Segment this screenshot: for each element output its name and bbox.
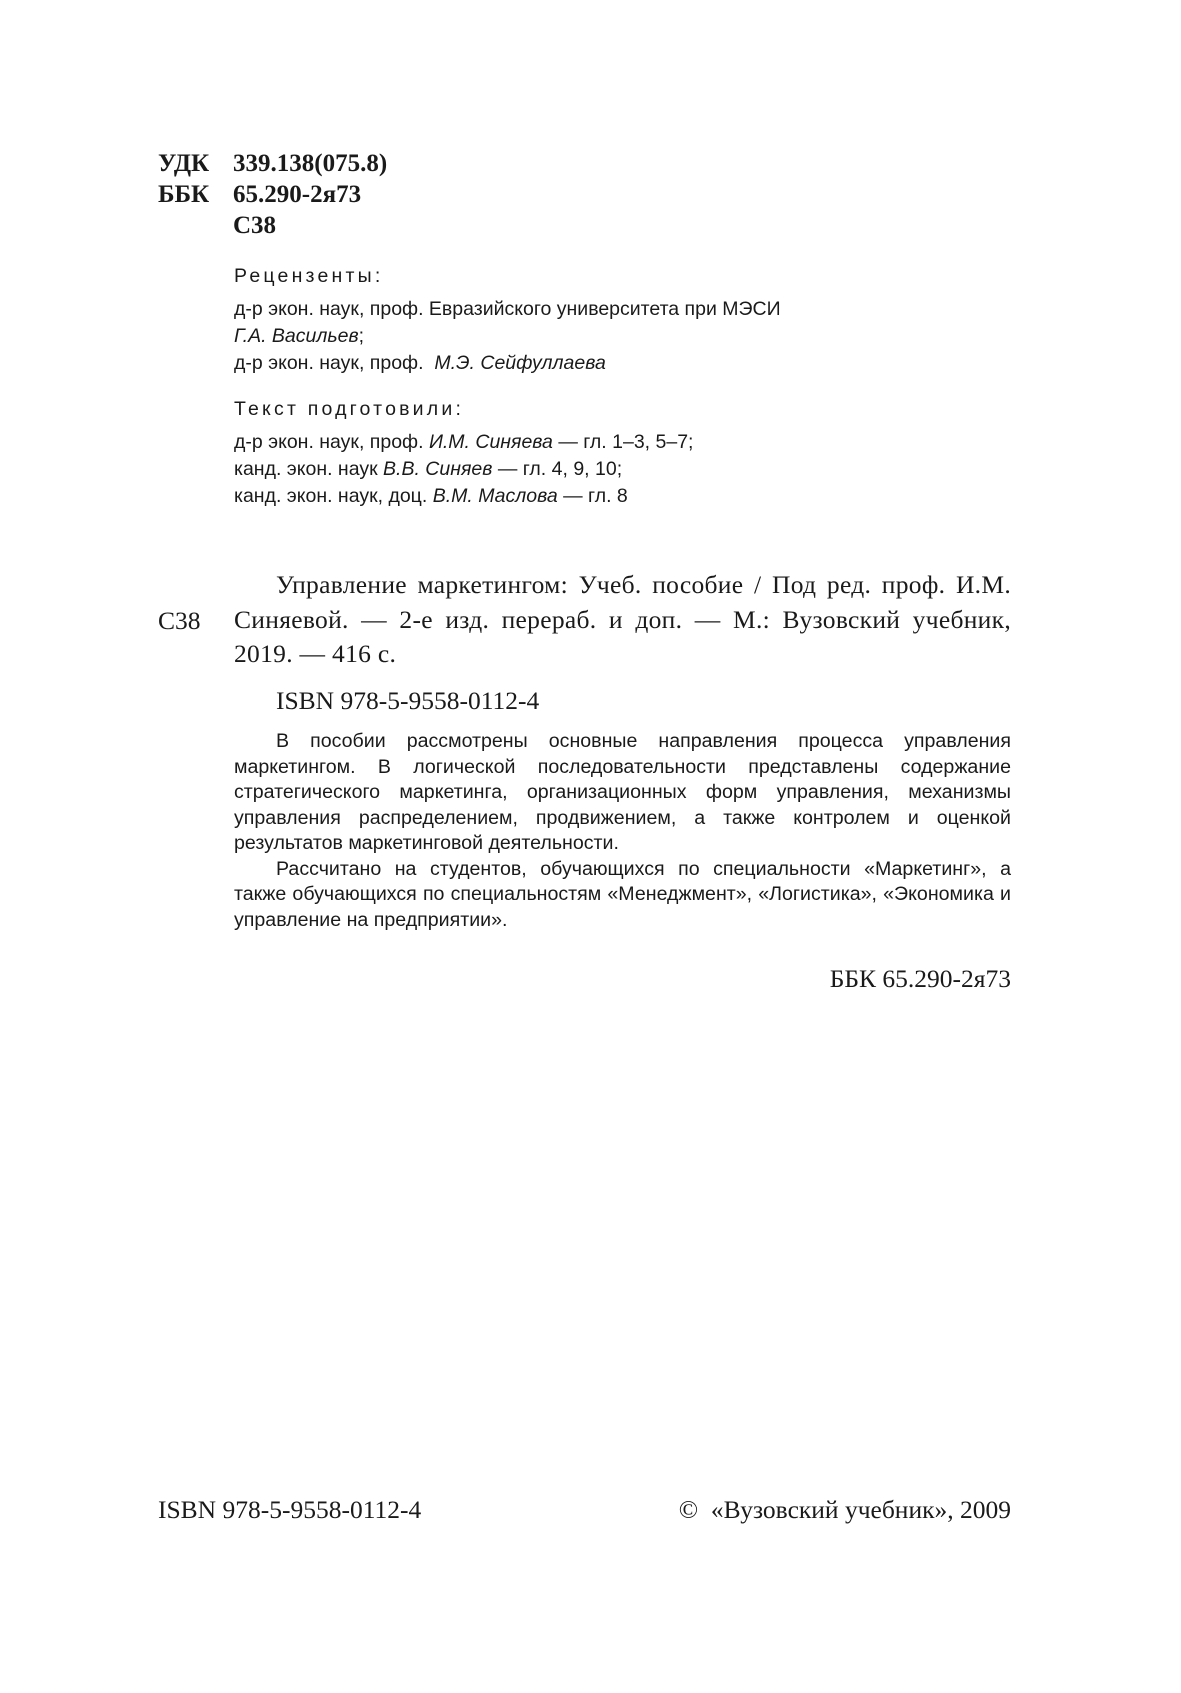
reviewer-title: д-р экон. наук, проф. Евразийского университета при МЭСИ bbox=[234, 298, 781, 320]
annotation-paragraph: В пособии рассмотрены основные направления процесса управления маркетингом. В логической последовательности представлены содержание стратегического маркетинга, организационных форм управления, механизмы управления распределением, продвижением, а также контролем и оценкой результатов маркетинговой деятельности. bbox=[234, 730, 1011, 854]
author-name: В.В. Синяев bbox=[383, 458, 493, 480]
author-cipher: С38 bbox=[158, 606, 201, 635]
author-name: И.М. Синяева bbox=[428, 431, 553, 453]
author-title: д-р экон. наук, проф. bbox=[234, 431, 429, 453]
author-chapters: — гл. 1–3, 5–7; bbox=[552, 431, 694, 453]
author-line bbox=[234, 429, 693, 456]
code-row-bbk bbox=[158, 179, 387, 210]
author-chapters: — гл. 8 bbox=[557, 485, 628, 507]
code-row-udk bbox=[158, 148, 387, 179]
author-title: канд. экон. наук bbox=[234, 458, 384, 480]
reviewer-title: д-р экон. наук, проф. bbox=[234, 352, 435, 374]
reviewers-block bbox=[234, 263, 781, 377]
code-key: ББК bbox=[158, 181, 210, 208]
isbn-line: ISBN 978-5-9558-0112-4 bbox=[276, 686, 540, 715]
reviewer-line bbox=[234, 296, 781, 323]
code-value: 339.138(075.8) bbox=[233, 150, 388, 177]
code-key bbox=[158, 210, 233, 241]
classification-codes bbox=[158, 148, 387, 241]
authors-block bbox=[234, 396, 693, 510]
author-name: В.М. Маслова bbox=[432, 485, 558, 507]
author-chapters: — гл. 4, 9, 10; bbox=[492, 458, 623, 480]
author-title: канд. экон. наук, доц. bbox=[234, 485, 433, 507]
footer-isbn: ISBN 978-5-9558-0112-4 bbox=[158, 1495, 422, 1524]
code-key: УДК bbox=[158, 150, 210, 177]
reviewer-line bbox=[234, 323, 781, 350]
author-line bbox=[234, 456, 693, 483]
reviewer-line bbox=[234, 350, 781, 377]
annotation bbox=[234, 729, 1011, 933]
code-value: 65.290-2я73 bbox=[233, 181, 362, 208]
annotation-paragraph: Рассчитано на студентов, обучающихся по специальности «Маркетинг», а также обучающихся по специальностям «Менеджмент», «Логистика», «Экономика и управление на предприятии». bbox=[234, 857, 1011, 931]
reviewer-tail: ; bbox=[358, 325, 365, 347]
author-line bbox=[234, 483, 693, 510]
code-row-author-mark bbox=[158, 210, 387, 241]
bbk-code-right: ББК 65.290-2я73 bbox=[829, 964, 1011, 993]
reviewer-name: Г.А. Васильев bbox=[234, 325, 359, 347]
footer-copyright: © «Вузовский учебник», 2009 bbox=[678, 1495, 1011, 1524]
reviewers-heading: Рецензенты: bbox=[234, 265, 384, 287]
bibliographic-entry: Управление маркетингом: Учеб. пособие / Под ред. проф. И.М. Синяевой. — 2-е изд. перераб. и доп. — М.: Вузовский учебник, 2019. — 416 с. bbox=[234, 570, 1011, 668]
code-value: С38 bbox=[233, 212, 277, 239]
reviewer-name: М.Э. Сейфуллаева bbox=[434, 352, 606, 374]
authors-heading: Текст подготовили: bbox=[234, 398, 465, 420]
